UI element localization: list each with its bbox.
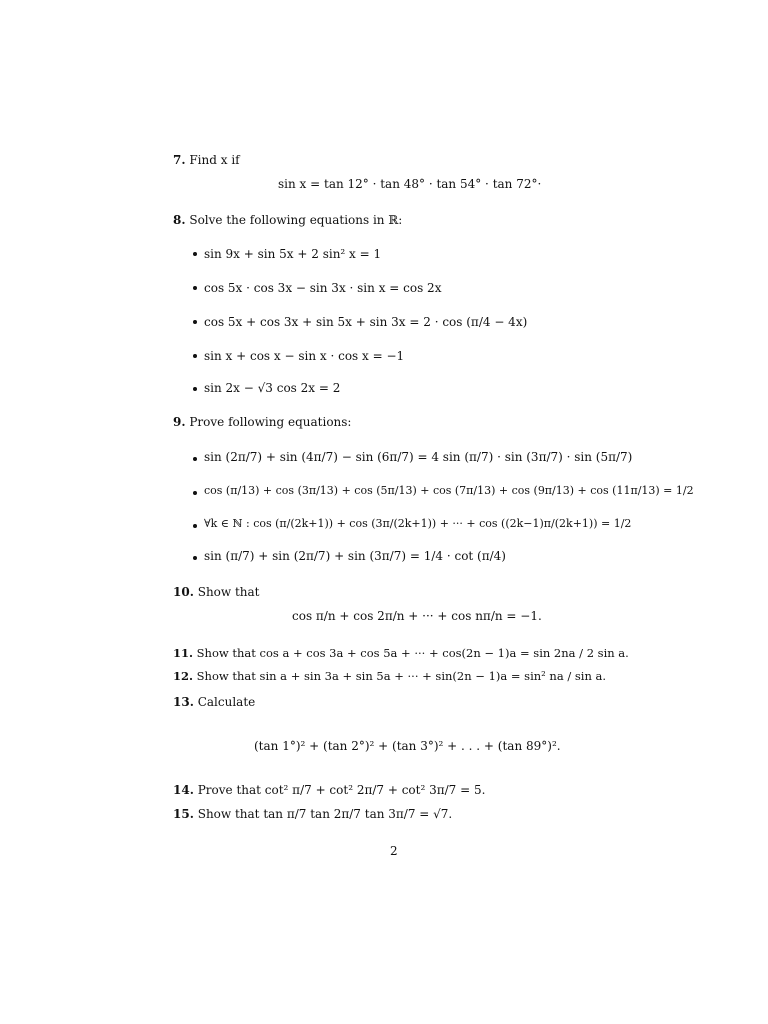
- problem-7-text: Find x if: [189, 153, 240, 167]
- problem-8-item: sin x + cos x − sin x · cos x = −1: [204, 349, 405, 363]
- problem-number: 15.: [173, 807, 194, 821]
- problem-9-item: sin (π/7) + sin (2π/7) + sin (3π/7) = 1/4 · cot (π/4): [204, 549, 506, 563]
- bullet-icon: [193, 286, 197, 290]
- problem-number: 9.: [173, 415, 186, 429]
- problem-number: 13.: [173, 695, 194, 709]
- problem-13-heading: [173, 696, 255, 708]
- problem-10-heading: [173, 586, 260, 598]
- problem-14-text: Prove that cot² π/7 + cot² 2π/7 + cot² 3π/7 = 5.: [197, 783, 486, 797]
- problem-number: 7.: [173, 153, 186, 167]
- bullet-icon: [193, 387, 197, 391]
- problem-9-item: ∀k ∈ ℕ : cos (π/(2k+1)) + cos (3π/(2k+1)) + ··· + cos ((2k−1)π/(2k+1)) = 1/2: [204, 517, 632, 530]
- problem-8-item: cos 5x + cos 3x + sin 5x + sin 3x = 2 · cos (π/4 − 4x): [204, 315, 528, 329]
- problem-number: 10.: [173, 585, 194, 599]
- problem-8-heading: [173, 214, 402, 226]
- problem-9-item: sin (2π/7) + sin (4π/7) − sin (6π/7) = 4 sin (π/7) · sin (3π/7) · sin (5π/7): [204, 450, 633, 464]
- problem-7-heading: [173, 154, 240, 166]
- problem-8-item: sin 9x + sin 5x + 2 sin² x = 1: [204, 247, 382, 261]
- bullet-icon: [193, 491, 197, 495]
- problem-13-equation: (tan 1°)² + (tan 2°)² + (tan 3°)² + . . . + (tan 89°)².: [254, 739, 561, 753]
- problem-15-text: Show that tan π/7 tan 2π/7 tan 3π/7 = √7.: [197, 807, 453, 821]
- bullet-icon: [193, 354, 197, 358]
- problem-number: 14.: [173, 783, 194, 797]
- problem-12: [173, 671, 606, 683]
- problem-13-text: Calculate: [197, 695, 256, 709]
- bullet-icon: [193, 556, 197, 560]
- problem-12-text: Show that sin a + sin 3a + sin 5a + ··· + sin(2n − 1)a = sin² na / sin a.: [196, 669, 607, 683]
- problem-15: [173, 808, 452, 820]
- bullet-icon: [193, 252, 197, 256]
- problem-11: [173, 648, 629, 660]
- problem-14: [173, 784, 485, 796]
- problem-7-equation: sin x = tan 12° · tan 48° · tan 54° · tan 72°·: [278, 177, 542, 191]
- problem-9-heading: [173, 416, 351, 428]
- problem-number: 11.: [173, 646, 194, 660]
- problem-8-item: sin 2x − √3 cos 2x = 2: [204, 381, 341, 395]
- problem-8-item: cos 5x · cos 3x − sin 3x · sin x = cos 2x: [204, 281, 442, 295]
- problem-number: 8.: [173, 213, 186, 227]
- problem-9-text: Prove following equations:: [189, 415, 352, 429]
- bullet-icon: [193, 457, 197, 461]
- problem-number: 12.: [173, 669, 194, 683]
- page-number: 2: [390, 844, 398, 858]
- problem-11-text: Show that cos a + cos 3a + cos 5a + ··· + cos(2n − 1)a = sin 2na / 2 sin a.: [196, 646, 629, 660]
- bullet-icon: [193, 320, 197, 324]
- problem-10-text: Show that: [197, 585, 260, 599]
- bullet-icon: [193, 524, 197, 528]
- problem-10-equation: cos π/n + cos 2π/n + ··· + cos nπ/n = −1.: [292, 609, 542, 623]
- problem-8-text: Solve the following equations in ℝ:: [189, 213, 403, 227]
- problem-9-item: cos (π/13) + cos (3π/13) + cos (5π/13) + cos (7π/13) + cos (9π/13) + cos (11π/13) = 1/2: [204, 484, 694, 497]
